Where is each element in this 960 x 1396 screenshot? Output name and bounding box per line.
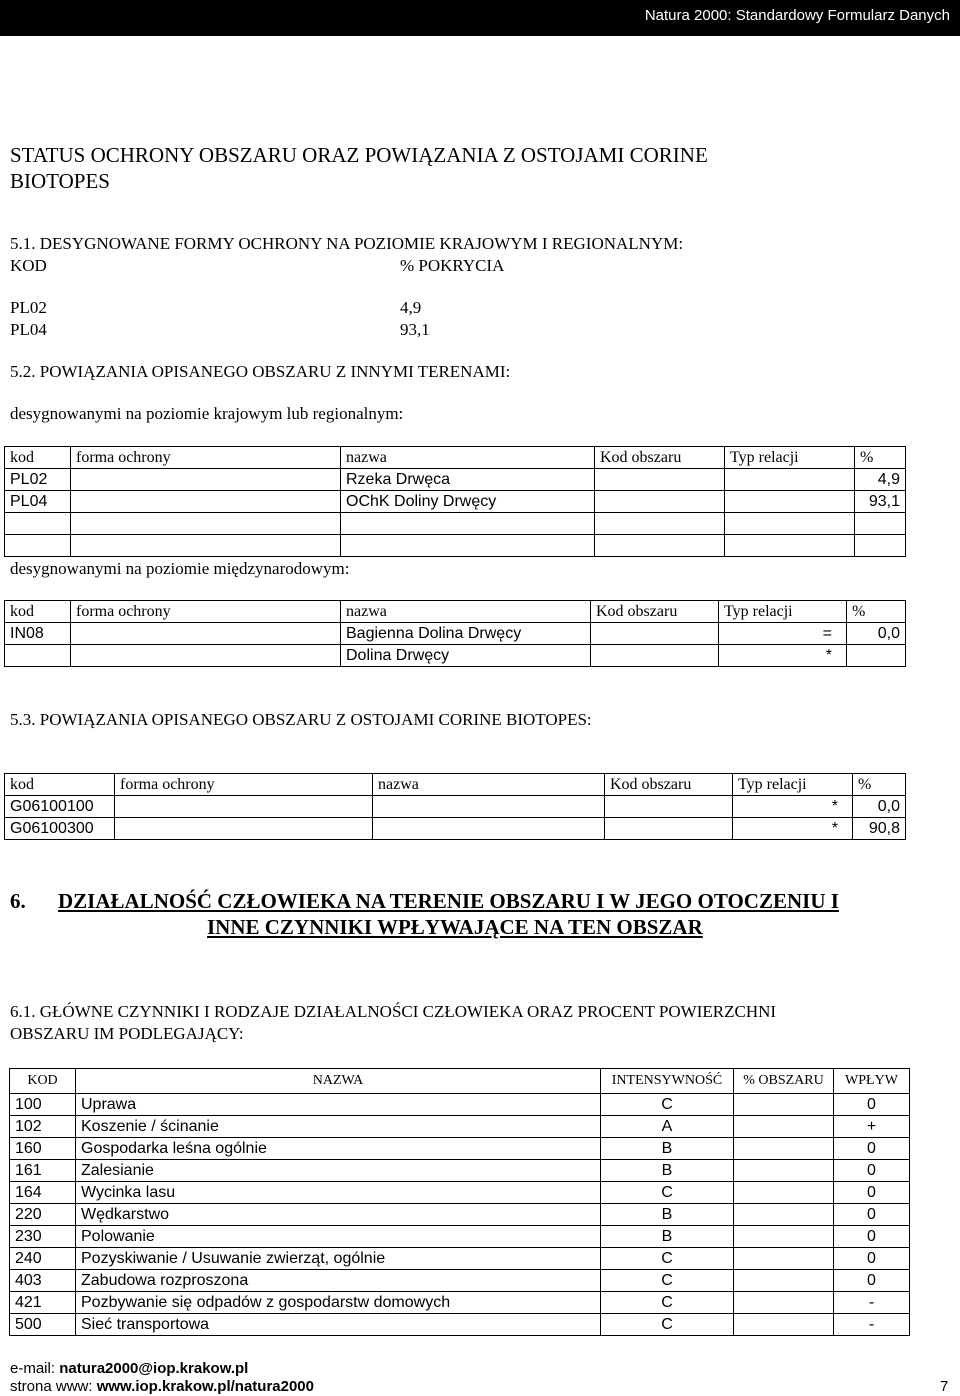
cell-pct [855, 513, 906, 535]
header-cell: Typ relacji [733, 774, 853, 796]
cell-intensywnosc: C [601, 1292, 734, 1314]
table-row [5, 513, 906, 535]
header-cell: nazwa [373, 774, 605, 796]
cell-procent [734, 1182, 834, 1204]
s61-title-line1: 6.1. GŁÓWNE CZYNNIKI I RODZAJE DZIAŁALNOŚCI CZŁOWIEKA ORAZ PROCENT POWIERZCHNI [10, 1002, 777, 1021]
table-row [10, 1094, 910, 1116]
table-row [5, 469, 906, 491]
cell-kod [5, 513, 71, 535]
cell-pct [855, 535, 906, 557]
cell-nazwa: Wycinka lasu [76, 1182, 601, 1204]
table-row [10, 1116, 910, 1138]
cell-procent [734, 1204, 834, 1226]
cell-wplyw: 0 [834, 1094, 910, 1116]
cell-pct: 93,1 [855, 491, 906, 513]
cell-typ [725, 535, 855, 557]
cell-nazwa: Dolina Drwęcy [341, 645, 591, 667]
cell-kod [5, 645, 71, 667]
header-cell: kod [5, 774, 115, 796]
header-cell: Typ relacji [719, 601, 847, 623]
cell-wplyw: 0 [834, 1182, 910, 1204]
cell-typ [725, 469, 855, 491]
cell-wplyw: - [834, 1292, 910, 1314]
cell-forma [71, 645, 341, 667]
table-header-row [10, 1069, 910, 1094]
header-cell: nazwa [341, 601, 591, 623]
cell-pct: 0,0 [853, 796, 906, 818]
table-header-row [5, 447, 906, 469]
page-number: 7 [940, 1378, 949, 1395]
cell-kod-obszaru [595, 535, 725, 557]
table-human-activities [9, 1068, 910, 1336]
cell-procent [734, 1226, 834, 1248]
cell-intensywnosc: B [601, 1160, 734, 1182]
header-title: Natura 2000: Standardowy Formularz Danych [644, 7, 950, 24]
cell-intensywnosc: C [601, 1270, 734, 1292]
cell-procent [734, 1248, 834, 1270]
section6-title-line2: INNE CZYNNIKI WPŁYWAJĄCE NA TEN OBSZAR [207, 915, 703, 939]
header-bar [0, 0, 960, 36]
cell-procent [734, 1160, 834, 1182]
table-row [5, 623, 906, 645]
table-corine [4, 773, 906, 840]
header-cell: Kod obszaru [605, 774, 733, 796]
cell-forma [71, 491, 341, 513]
table-row [10, 1182, 910, 1204]
cell-procent [734, 1116, 834, 1138]
header-cell: % OBSZARU [734, 1069, 834, 1094]
cell-kod-obszaru [605, 818, 733, 840]
cell-procent [734, 1292, 834, 1314]
table-row [5, 491, 906, 513]
cell-typ [725, 491, 855, 513]
table-row [10, 1248, 910, 1270]
cell-kod: 164 [10, 1182, 76, 1204]
header-cell: NAZWA [76, 1069, 601, 1094]
cell-wplyw: 0 [834, 1138, 910, 1160]
s51-row-pct: 93,1 [400, 320, 430, 339]
cell-wplyw: 0 [834, 1204, 910, 1226]
cell-kod: 160 [10, 1138, 76, 1160]
cell-kod-obszaru [605, 796, 733, 818]
table-row [10, 1226, 910, 1248]
section6-title-line1: DZIAŁALNOŚĆ CZŁOWIEKA NA TERENIE OBSZARU I W JEGO OTOCZENIU I [58, 889, 839, 913]
cell-procent [734, 1138, 834, 1160]
header-cell: Typ relacji [725, 447, 855, 469]
header-cell: WPŁYW [834, 1069, 910, 1094]
section5-title-line2: BIOTOPES [10, 169, 110, 193]
s61-title-line2: OBSZARU IM PODLEGAJĄCY: [10, 1024, 244, 1043]
s52-subtitle-national: desygnowanymi na poziomie krajowym lub regionalnym: [10, 404, 404, 423]
cell-kod: G06100300 [5, 818, 115, 840]
cell-forma [71, 513, 341, 535]
cell-kod: G06100100 [5, 796, 115, 818]
cell-pct [847, 645, 906, 667]
footer-www-link[interactable]: www.iop.krakow.pl/natura2000 [96, 1378, 314, 1395]
cell-wplyw: 0 [834, 1248, 910, 1270]
cell-nazwa: Koszenie / ścinanie [76, 1116, 601, 1138]
table-row [5, 796, 906, 818]
table-header-row [5, 601, 906, 623]
cell-intensywnosc: C [601, 1094, 734, 1116]
cell-nazwa: Bagienna Dolina Drwęcy [341, 623, 591, 645]
cell-typ: = [719, 623, 847, 645]
footer-email-link[interactable]: natura2000@iop.krakow.pl [59, 1360, 249, 1377]
table-international [4, 600, 906, 667]
cell-wplyw: 0 [834, 1226, 910, 1248]
footer-email-label: e-mail: [10, 1360, 56, 1377]
header-cell: KOD [10, 1069, 76, 1094]
cell-nazwa: Sieć transportowa [76, 1314, 601, 1336]
cell-kod: 500 [10, 1314, 76, 1336]
table-row [5, 645, 906, 667]
cell-nazwa: OChK Doliny Drwęcy [341, 491, 595, 513]
header-cell: forma ochrony [71, 601, 341, 623]
s51-col-kod: KOD [10, 256, 47, 275]
cell-kod: 403 [10, 1270, 76, 1292]
table-row [10, 1292, 910, 1314]
cell-intensywnosc: C [601, 1314, 734, 1336]
cell-kod-obszaru [591, 645, 719, 667]
table-row [5, 818, 906, 840]
cell-nazwa [373, 818, 605, 840]
cell-kod-obszaru [591, 623, 719, 645]
cell-typ: * [733, 796, 853, 818]
cell-kod: PL02 [5, 469, 71, 491]
cell-nazwa [373, 796, 605, 818]
s51-row-kod: PL02 [10, 298, 47, 317]
cell-typ [725, 513, 855, 535]
cell-forma [71, 469, 341, 491]
table-row [10, 1204, 910, 1226]
cell-forma [115, 818, 373, 840]
cell-nazwa: Pozbywanie się odpadów z gospodarstw domowych [76, 1292, 601, 1314]
table-national [4, 446, 906, 557]
cell-procent [734, 1270, 834, 1292]
cell-procent [734, 1094, 834, 1116]
s51-row-pct: 4,9 [400, 298, 422, 317]
cell-kod: PL04 [5, 491, 71, 513]
cell-intensywnosc: A [601, 1116, 734, 1138]
footer-www-label: strona www: [10, 1378, 93, 1395]
cell-wplyw: 0 [834, 1160, 910, 1182]
table-row [10, 1138, 910, 1160]
header-cell: % [847, 601, 906, 623]
cell-typ: * [719, 645, 847, 667]
cell-kod: IN08 [5, 623, 71, 645]
cell-forma [115, 796, 373, 818]
cell-pct: 4,9 [855, 469, 906, 491]
s51-title: 5.1. DESYGNOWANE FORMY OCHRONY NA POZIOMIE KRAJOWYM I REGIONALNYM: [10, 234, 684, 253]
cell-kod: 421 [10, 1292, 76, 1314]
header-cell: nazwa [341, 447, 595, 469]
cell-forma [71, 623, 341, 645]
cell-pct: 90,8 [853, 818, 906, 840]
cell-wplyw: - [834, 1314, 910, 1336]
footer-email [10, 1360, 248, 1377]
header-cell: INTENSYWNOŚĆ [601, 1069, 734, 1094]
s51-row-kod: PL04 [10, 320, 47, 339]
cell-intensywnosc: C [601, 1182, 734, 1204]
table-row [10, 1314, 910, 1336]
cell-nazwa: Zabudowa rozproszona [76, 1270, 601, 1292]
cell-nazwa [341, 535, 595, 557]
cell-wplyw: + [834, 1116, 910, 1138]
cell-kod: 161 [10, 1160, 76, 1182]
cell-intensywnosc: B [601, 1226, 734, 1248]
header-cell: % [855, 447, 906, 469]
cell-intensywnosc: B [601, 1204, 734, 1226]
cell-kod: 230 [10, 1226, 76, 1248]
cell-intensywnosc: B [601, 1138, 734, 1160]
cell-nazwa [341, 513, 595, 535]
s51-col-pct: % POKRYCIA [400, 256, 505, 275]
cell-procent [734, 1314, 834, 1336]
cell-kod: 240 [10, 1248, 76, 1270]
cell-kod: 220 [10, 1204, 76, 1226]
cell-nazwa: Uprawa [76, 1094, 601, 1116]
cell-pct: 0,0 [847, 623, 906, 645]
cell-kod-obszaru [595, 469, 725, 491]
cell-nazwa: Rzeka Drwęca [341, 469, 595, 491]
header-cell: forma ochrony [71, 447, 341, 469]
footer-www [10, 1378, 314, 1395]
cell-nazwa: Pozyskiwanie / Usuwanie zwierząt, ogólnie [76, 1248, 601, 1270]
section5-title-line1: STATUS OCHRONY OBSZARU ORAZ POWIĄZANIA Z OSTOJAMI CORINE [10, 143, 708, 167]
cell-intensywnosc: C [601, 1248, 734, 1270]
s53-title: 5.3. POWIĄZANIA OPISANEGO OBSZARU Z OSTOJAMI CORINE BIOTOPES: [10, 710, 592, 729]
cell-kod: 102 [10, 1116, 76, 1138]
cell-nazwa: Polowanie [76, 1226, 601, 1248]
cell-nazwa: Zalesianie [76, 1160, 601, 1182]
table-row [10, 1160, 910, 1182]
header-cell: Kod obszaru [591, 601, 719, 623]
cell-wplyw: 0 [834, 1270, 910, 1292]
cell-kod-obszaru [595, 513, 725, 535]
cell-nazwa: Wędkarstwo [76, 1204, 601, 1226]
header-cell: % [853, 774, 906, 796]
s52-title: 5.2. POWIĄZANIA OPISANEGO OBSZARU Z INNYMI TERENAMI: [10, 362, 511, 381]
cell-typ: * [733, 818, 853, 840]
header-cell: kod [5, 601, 71, 623]
table-row [10, 1270, 910, 1292]
s52-subtitle-international: desygnowanymi na poziomie międzynarodowym: [10, 559, 350, 578]
cell-kod: 100 [10, 1094, 76, 1116]
table-header-row [5, 774, 906, 796]
table-row [5, 535, 906, 557]
header-cell: forma ochrony [115, 774, 373, 796]
cell-forma [71, 535, 341, 557]
section6-number: 6. [10, 889, 26, 913]
cell-kod [5, 535, 71, 557]
cell-nazwa: Gospodarka leśna ogólnie [76, 1138, 601, 1160]
header-cell: Kod obszaru [595, 447, 725, 469]
cell-kod-obszaru [595, 491, 725, 513]
header-cell: kod [5, 447, 71, 469]
